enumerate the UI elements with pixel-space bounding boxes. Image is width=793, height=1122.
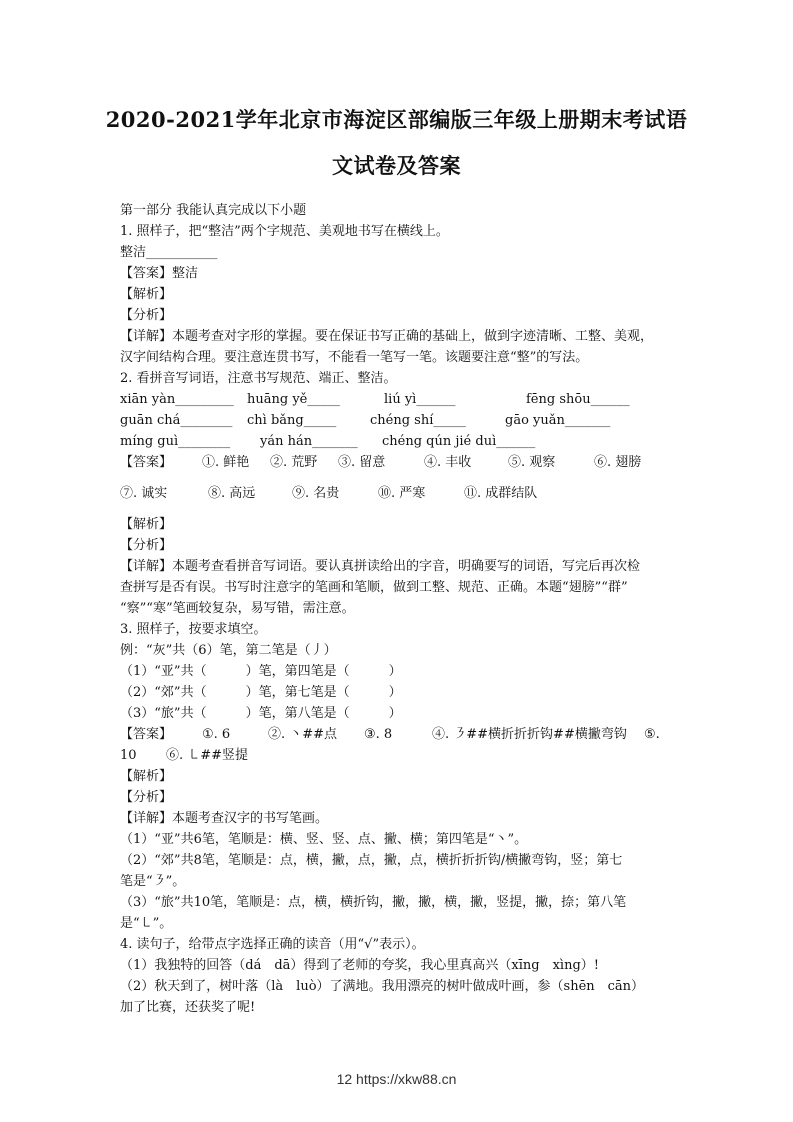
pinyin-item: liú yì______: [384, 392, 456, 407]
pinyin-row: [120, 431, 680, 452]
answer-2-row: [120, 483, 680, 504]
question-4-item: 加了比赛，还获奖了呢!: [120, 1000, 256, 1015]
question-3-item: （2）“郊”共（ ）笔，第七笔是（ ）: [120, 685, 402, 700]
question-4: 4. 读句子，给带点字选择正确的读音（用“√”表示）。: [120, 937, 425, 952]
document-title-line2: 文试卷及答案: [332, 153, 461, 178]
answer-item: ⑥. 翅膀: [594, 455, 642, 470]
detail-2-line3: “察”“寒”笔画较复杂，易写错，需注意。: [120, 601, 355, 616]
fenxi-label: 【分析】: [120, 538, 173, 553]
pinyin-item: huāng yě_____: [247, 392, 340, 407]
analysis-label: 【解析】: [120, 769, 173, 784]
answer-item: ⑨. 名贵: [292, 486, 340, 501]
answer-item: ⑧. 高远: [208, 486, 256, 501]
answer-item: ⑤. 观察: [508, 455, 556, 470]
section-heading: 第一部分 我能认真完成以下小题: [120, 203, 307, 218]
answer-3-row: [120, 745, 680, 766]
detail-2-line1: 【详解】本题考查看拼音写词语。要认真拼读给出的字音，明确要写的词语，写完后再次检: [120, 559, 641, 574]
question-1-blank: 整洁___________: [120, 245, 218, 260]
pinyin-item: xiān yàn_________: [120, 392, 234, 407]
question-3-example: 例：“灰”共（6）笔，第二笔是（丿）: [120, 643, 337, 658]
answer-label: 【答案】: [120, 727, 173, 742]
question-4-item: （2）秋天到了，树叶落（là luò）了满地。我用漂亮的树叶做成叶画，参（shēn cān）: [120, 979, 645, 994]
question-3-item: （3）“旅”共（ ）笔，第八笔是（ ）: [120, 706, 402, 721]
page-footer: 12 https://xkw88.cn: [336, 1071, 457, 1087]
answer-item: ②. 荒野: [270, 455, 318, 470]
detail-1-line2: 汉字间结构合理。要注意连贯书写，不能看一笔写一笔。该题要注意“整”的写法。: [120, 350, 589, 365]
answer-item: ③. 留意: [338, 455, 386, 470]
pinyin-item: chéng shí_____: [370, 413, 466, 428]
pinyin-item: míng guì________: [120, 434, 231, 449]
detail-3-item: 笔是“㇋”。: [120, 874, 186, 889]
answer-item: ④. ㇋##横折折折钩##横撇弯钩: [432, 727, 627, 742]
answer-item: ④. 丰收: [424, 455, 472, 470]
pinyin-item: yán hán_______: [260, 434, 358, 449]
analysis-label: 【解析】: [120, 517, 173, 532]
answer-item: ⑤.: [644, 727, 660, 742]
answer-item: ②. 丶##点: [268, 727, 338, 742]
question-3-item: （1）“亚”共（ ）笔，第四笔是（ ）: [120, 664, 402, 679]
fenxi-label: 【分析】: [120, 790, 173, 805]
answer-item: ①. 鲜艳: [202, 455, 250, 470]
answer-2-row: [120, 452, 680, 473]
pinyin-row: [120, 410, 680, 431]
detail-1-line1: 【详解】本题考查对字形的掌握。要在保证书写正确的基础上，做到字迹清晰、工整、美观，: [120, 329, 654, 344]
answer-3-row: [120, 724, 680, 745]
analysis-label: 【解析】: [120, 287, 173, 302]
question-2: 2. 看拼音写词语，注意书写规范、端正、整洁。: [120, 371, 397, 386]
question-1: 1. 照样子，把“整洁”两个字规范、美观地书写在横线上。: [120, 224, 449, 239]
question-3: 3. 照样子，按要求填空。: [120, 622, 267, 637]
answer-item: ⑦. 诚实: [120, 486, 168, 501]
answer-item: ⑩. 严寒: [378, 486, 426, 501]
detail-2-line2: 查拼写是否有误。书写时注意字的笔画和笔顺，做到工整、规范、正确。本题“翅膀”“群”: [120, 580, 628, 595]
document-body: [120, 200, 680, 1018]
pinyin-item: fēng shōu______: [526, 392, 630, 407]
pinyin-row: [120, 389, 680, 410]
answer-item: ①. 6: [202, 727, 231, 742]
answer-item: ⑥. ㇄##竖提: [166, 748, 249, 763]
answer-item: ③. 8: [364, 727, 393, 742]
detail-3-item: 是“㇄”。: [120, 916, 173, 931]
answer-label: 【答案】: [120, 455, 173, 470]
detail-3-intro: 【详解】本题考查汉字的书写笔画。: [120, 811, 329, 826]
fenxi-label: 【分析】: [120, 308, 173, 323]
answer-1: 【答案】整洁: [120, 266, 199, 281]
pinyin-item: guān chá________: [120, 413, 233, 428]
pinyin-item: chì bǎng_____: [247, 413, 337, 428]
document-title-line1: 2020-2021学年北京市海淀区部编版三年级上册期末考试语: [105, 107, 688, 132]
detail-3-item: （2）“郊”共8笔，笔顺是：点，横，撇，点，撇，点，横折折折钩/横撇弯钩，竖；第七: [120, 853, 623, 868]
detail-3-item: （1）“亚”共6笔，笔顺是：横、竖、竖、点、撇、横；第四笔是“丶”。: [120, 832, 528, 847]
pinyin-item: gāo yuǎn_______: [505, 413, 611, 428]
pinyin-item: chéng qún jié duì______: [382, 434, 536, 449]
detail-3-item: （3）“旅”共10笔，笔顺是：点，横，横折钩，撇，撇，横，撇，竖提，撇，捺；第八笔: [120, 895, 627, 910]
answer-item: ⑪. 成群结队: [464, 486, 538, 501]
question-4-item: （1）我独特的回答（dá dā）得到了老师的夸奖，我心里真高兴（xīng xìng）!: [120, 958, 600, 973]
answer-item: 10: [120, 748, 137, 763]
